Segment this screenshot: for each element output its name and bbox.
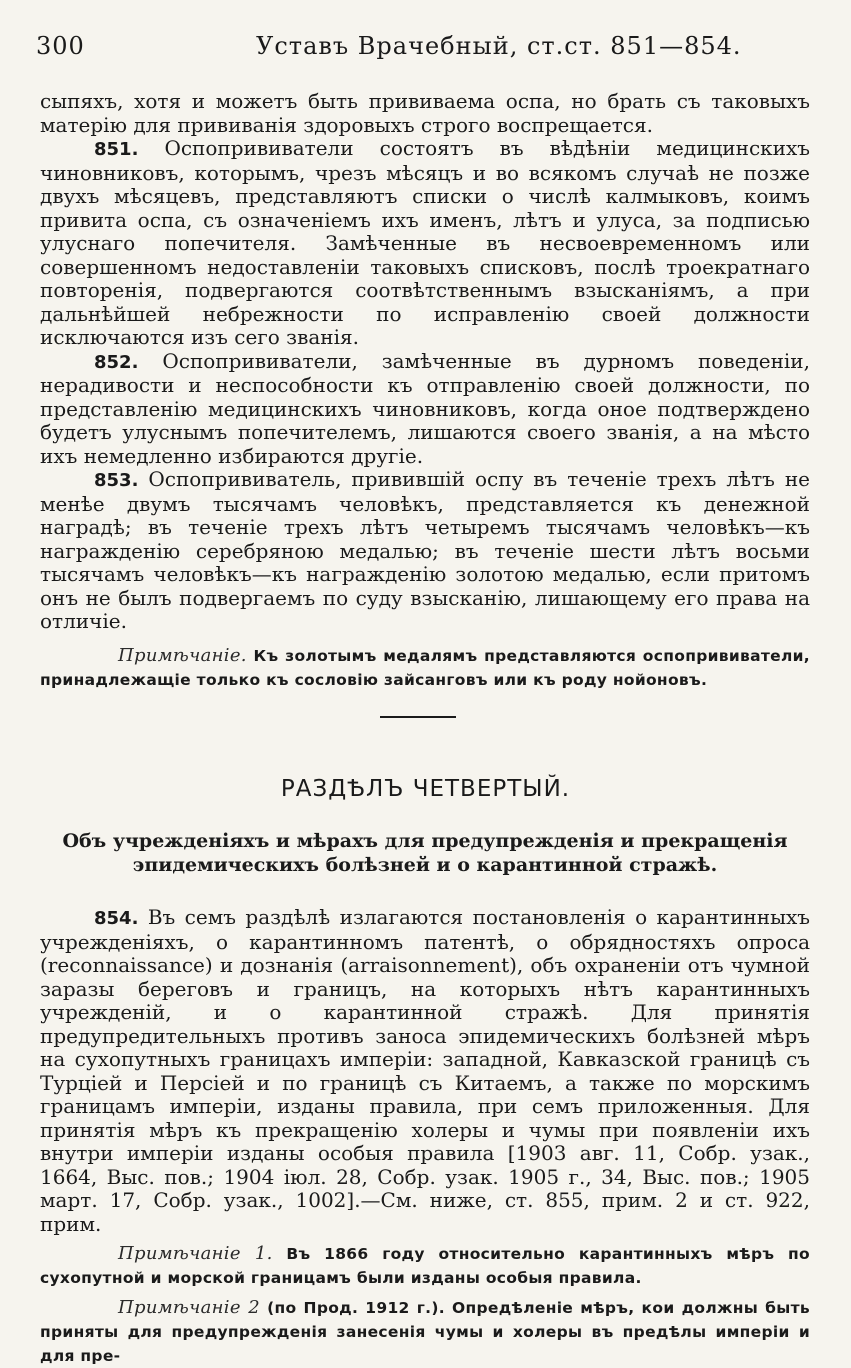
- note-label: Примѣчаніе.: [118, 644, 247, 666]
- note-1-article-854: [40, 1242, 810, 1290]
- article-number: 852.: [94, 351, 139, 373]
- article-number: 854.: [94, 908, 139, 929]
- article-852: [40, 350, 810, 469]
- note-label: Примѣчаніе 1.: [118, 1243, 273, 1264]
- article-number: 851.: [94, 139, 139, 160]
- note-2-article-854: [40, 1296, 810, 1368]
- article-text: Въ семъ раздѣлѣ излагаются постановленія о карантинныхъ учрежденіяхъ, о карантинномъ патентѣ, о обрядностяхъ опроса (reconnaissance) и дознанія (arraisonnement), объ охраненіи отъ чумной заразы береговъ и границъ, на которыхъ нѣтъ карантинныхъ учрежденій, и о карантинной стражѣ. Для принятія предупредительныхъ противъ заноса эпидемическихъ болѣзней мѣръ на сухопутныхъ границахъ имперіи: западной, Кавказской границѣ съ Турціей и Персіей и по границѣ съ Китаемъ, а также по морскимъ границамъ имперіи, изданы правила, при семъ приложенныя. Для принятія мѣръ къ прекращенію холеры и чумы при появленіи ихъ внутри имперіи изданы особыя правила [1903 авг. 11, Собр. узак., 1664, Выс. пов.; 1904 іюл. 28, Собр. узак. 1905 г., 34, Выс. пов.; 1905 март. 17, Собр. узак., 1002].—См. ниже, ст. 855, прим. 2 и ст. 922, прим.: [40, 905, 810, 1236]
- note-text: Къ золотымъ медалямъ представляются оспопрививатели, принадлежащіе только къ сословію зайсанговъ или къ роду нойоновъ.: [40, 646, 810, 689]
- paragraph-continuation: [40, 90, 810, 137]
- article-text: Оспопрививатели состоятъ въ вѣдѣніи медицинскихъ чиновниковъ, которымъ, чрезъ мѣсяцъ и во всякомъ случаѣ не позже двухъ мѣсяцевъ, представляютъ списки о числѣ калмыковъ, коимъ привита оспа, съ означеніемъ ихъ именъ, лѣтъ и улуса, за подписью улуснаго попечителя. Замѣченные въ несвоевременномъ или совершенномъ недоставленіи таковыхъ списковъ, послѣ троекратнаго повторенія, подвергаются соотвѣтственнымъ взысканіямъ, а при дальнѣйшей небрежности по исправленію своей должности исключаются изъ сего званія.: [40, 136, 810, 349]
- article-853: [40, 468, 810, 634]
- running-title: Уставъ Врачебный, ст.ст. 851—854.: [256, 32, 742, 60]
- article-854: [40, 906, 810, 1236]
- articles-851-853: [40, 90, 810, 692]
- article-854-block: [40, 906, 810, 1368]
- paragraph-text: сыпяхъ, хотя и можетъ быть прививаема оспа, но брать съ таковыхъ матерію для прививанія здоровыхъ строго воспрещается.: [40, 89, 810, 137]
- note-label: Примѣчаніе 2: [118, 1297, 260, 1318]
- section-subtitle: Объ учрежденіяхъ и мѣрахъ для предупрежденія и прекращенія эпидемическихъ болѣзней и о карантинной стражѣ.: [62, 830, 788, 876]
- note-text: Въ 1866 году относительно карантинныхъ мѣръ по сухопутной и морской границамъ были изданы особыя правила.: [40, 1245, 811, 1287]
- page-header: [36, 28, 811, 64]
- article-number: 853.: [94, 470, 139, 491]
- article-text: Оспопрививатель, привившій оспу въ теченіе трехъ лѣтъ не менѣе двумъ тысячамъ человѣкъ, представляется къ денежной наградѣ; въ теченіе трехъ лѣтъ четыремъ тысячамъ человѣкъ—къ награжденію серебряною медалью; въ теченіе шести лѣтъ восьми тысячамъ человѣкъ—къ награжденію золотою медалью, если притомъ онъ не былъ подвергаемъ по суду взысканію, лишающему его права на отличіе.: [40, 467, 810, 633]
- section-title: РАЗДѢЛЪ ЧЕТВЕРТЫЙ.: [280, 776, 571, 802]
- article-text: Оспопрививатели, замѣченные въ дурномъ поведеніи, нерадивости и неспособности къ отправленію своей должности, по представленію медицинскихъ чиновниковъ, когда оное подтверждено будетъ улуснымъ попечителемъ, лишаются своего званія, а на мѣсто ихъ немедленно избираются другіе.: [40, 348, 810, 468]
- page-number: 300: [36, 32, 85, 60]
- section-divider: [380, 716, 456, 718]
- article-851: [40, 137, 810, 350]
- note-article-853: [40, 644, 810, 692]
- note-text: (по Прод. 1912 г.). Опредѣленіе мѣръ, кои должны быть приняты для предупрежденія занесенія чумы и холеры въ предѣлы имперіи и для пре-: [40, 1299, 810, 1365]
